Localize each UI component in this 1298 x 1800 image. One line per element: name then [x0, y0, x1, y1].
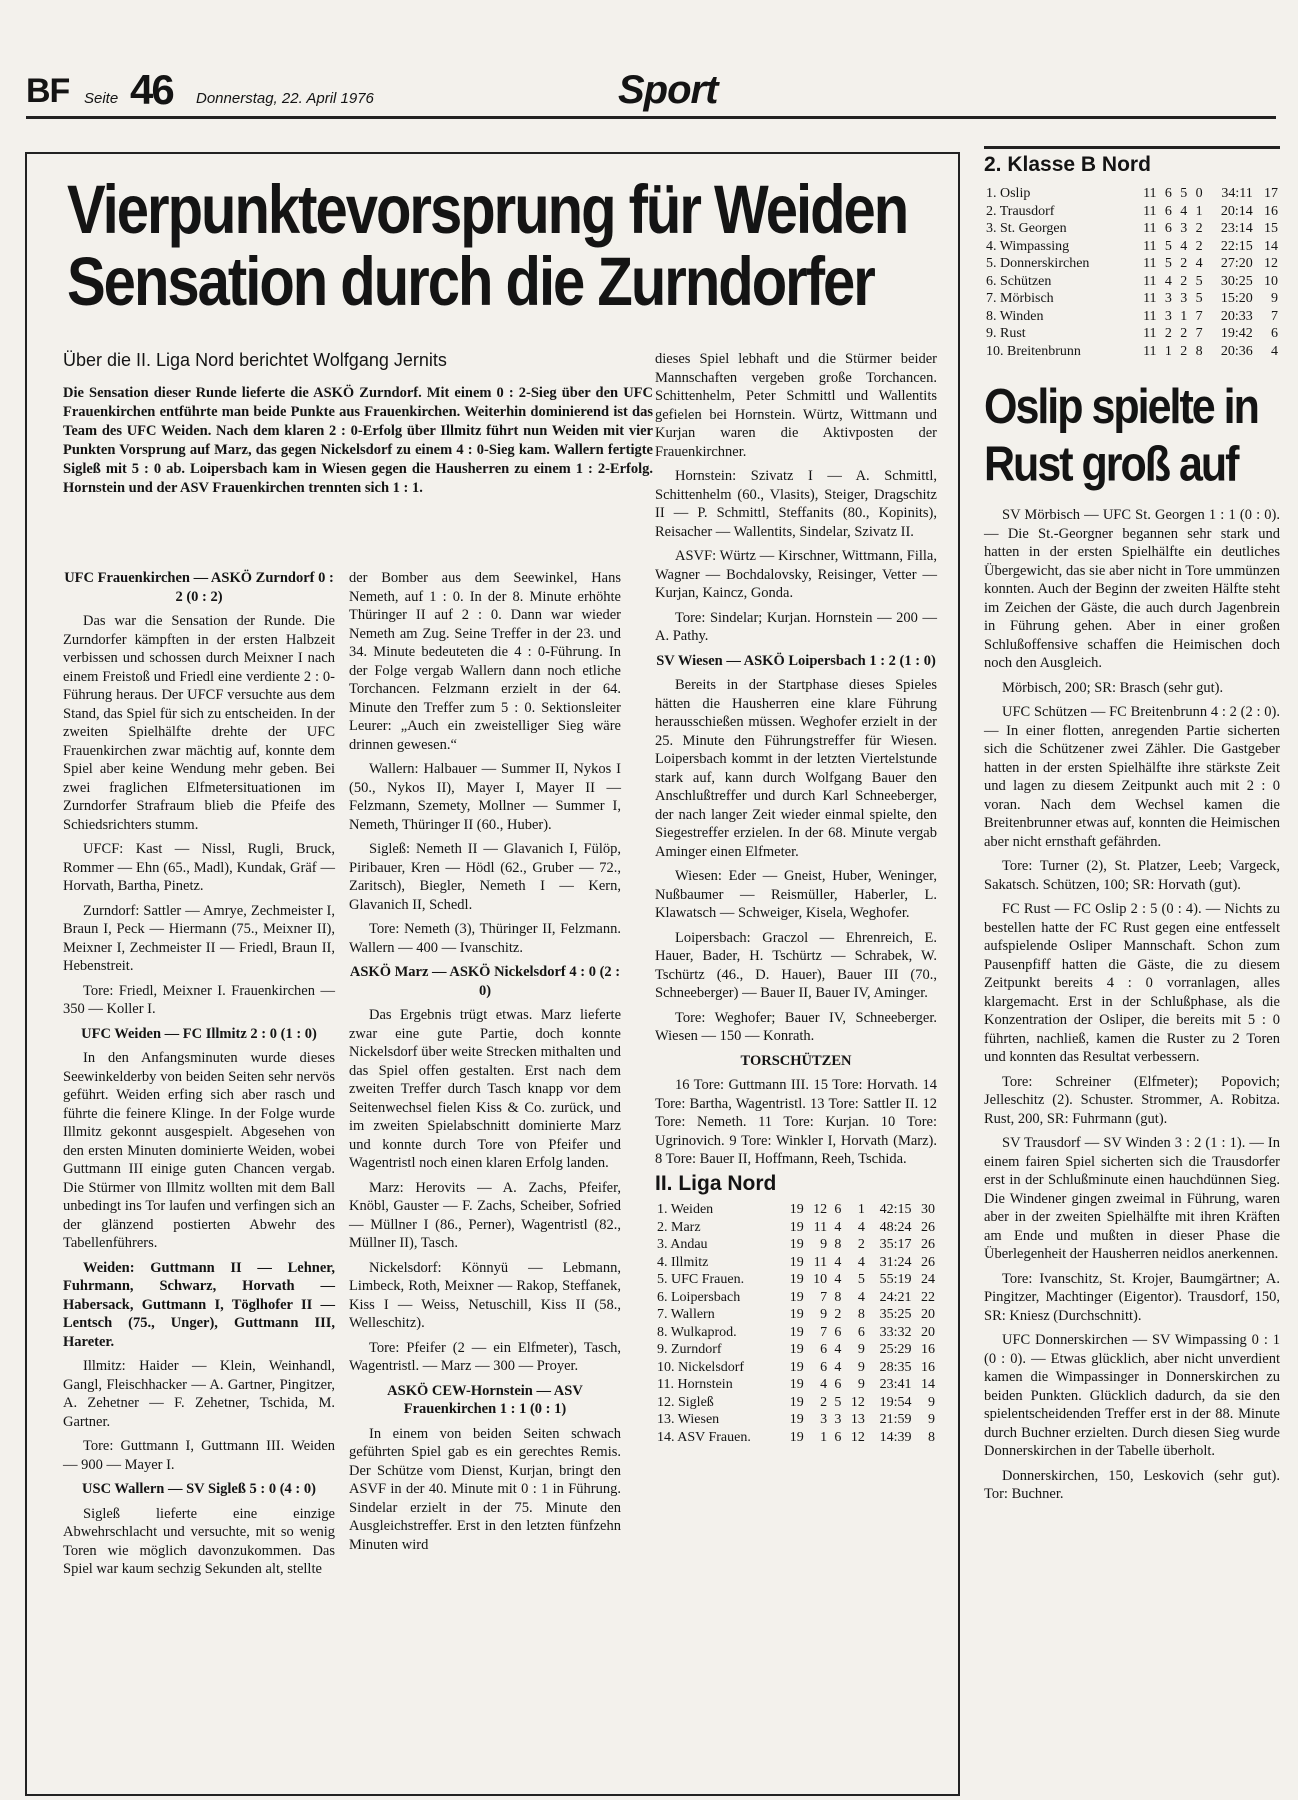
stat-cell: 22:15	[1220, 238, 1253, 254]
match-report: In einem von beiden Seiten schwach geführten Spiel gab es ein gerechtes Remis. Der Schütze vom Dienst, Kurjan, bringt den ASVF in der 40. Minute mit 0 : 1 in Führung. Sindelar erzielt in der 75. Minute den Ausgleichstreffer. Erst in den letzten fünfzehn Minuten wird	[349, 1425, 621, 1553]
team-cell: 10. Breitenbrunn	[986, 343, 1081, 359]
goals-line: Tore: Turner (2), St. Platzer, Leeb; Vargeck, Sakatsch. Schützen, 100; SR: Horvath (gut).	[984, 858, 1280, 893]
table-row	[984, 255, 1280, 273]
stat-cell: 6	[820, 1359, 828, 1375]
stat-cell: 16	[1264, 203, 1278, 219]
team-cell: 2. Trausdorf	[986, 203, 1055, 219]
stat-cell: 5	[1195, 273, 1203, 289]
match-heading: ASKÖ Marz — ASKÖ Nickelsdorf 4 : 0 (2 : 0)	[349, 964, 621, 999]
stat-cell: 8	[928, 1429, 935, 1445]
stat-cell: 3	[1164, 291, 1172, 306]
stat-cell: 19	[789, 1237, 804, 1252]
match-report: Bereits in der Startphase dieses Spieles hätten die Hausherren eine klare Führung herausschießen müssen. Weghofer erzielt in der 25. Minute den Führungstreffer für Wiesen. Loipersbach kommt in der letzten Viertelstunde stark auf, kann durch Wolfgang Bauer den Anschlußtreffer und durch Karl Schneeberger, der nach langer Zeit wieder einmal spielte, den Siegestreffer erzielen. In der 68. Minute vergab Aminger einen Elfmeter.	[655, 677, 937, 860]
lineup: Zurndorf: Sattler — Amrye, Zechmeister I, Braun I, Peck — Hiermann (75., Meixner II), Meixner I, Zechmeister II — Friedl, Braun II, Hebenstreit.	[63, 902, 335, 974]
match-report: In den Anfangsminuten wurde dieses Seewinkelderby von beiden Seiten sehr nervös geführt. Weiden erfing sich aber rasch und führte die feinere Klinge. In der Folge wurde Illmitz gekonnt ausgespielt. Abgesehen von den ersten Minuten dominierte Weiden, wobei Guttmann III einige guten Chancen vergab. Die Stürmer von Illmitz wollten mit dem Ball unbedingt ins Tor laufen und verfingen sich an der glänzend postierten Abwehr des Tabellenführers.	[63, 1050, 335, 1251]
stat-cell: 1	[857, 1202, 865, 1217]
stat-cell: 12	[850, 1394, 865, 1410]
stat-cell: 22	[921, 1289, 935, 1305]
team-cell: 5. UFC Frauen.	[657, 1272, 745, 1287]
table-row	[984, 290, 1280, 308]
stat-cell: 16	[921, 1359, 935, 1375]
team-cell: 2. Marz	[657, 1219, 701, 1235]
stat-cell: 6	[820, 1342, 828, 1357]
stat-cell: 7	[1195, 308, 1203, 324]
table-row	[984, 220, 1280, 238]
team-cell: 14. ASV Frauen.	[657, 1429, 751, 1445]
table-row	[655, 1219, 937, 1237]
stat-cell: 19	[789, 1202, 804, 1217]
team-cell: 5. Donnerskirchen	[986, 256, 1090, 271]
stat-cell: 4	[834, 1219, 842, 1235]
stat-cell: 35:17	[879, 1237, 912, 1252]
goals-line: Tore: Nemeth (3), Thüringer II, Felzmann. Wallern — 400 — Ivanschitz.	[349, 921, 621, 956]
stat-cell: 0	[1195, 186, 1203, 201]
lineup: Wiesen: Eder — Gneist, Huber, Weninger, Nußbaumer — Reismüller, Haberler, L. Klawatsch — Schweiger, Kisela, Weghofer.	[655, 868, 937, 921]
goals-line: Tore: Schreiner (Elfmeter); Popovich; Jelleschitz (2). Schuster. Strommer, A. Robitza. Rust, 200, SR: Fuhrmann (gut).	[984, 1073, 1280, 1127]
match-report: SV Trausdorf — SV Winden 3 : 2 (1 : 1). — In einem fairen Spiel sicherten sich die Trausdorfer erst in der Schlußminute einen hauchdünnen Sieg. Die Windener gingen zweimal in Führung, waren aber in der zweiten Spielhälfte mit ihren Kräften am Ende und mußten in dieser Phase die Überlegenheit der Hausherren neidlos anerkennen.	[984, 1135, 1280, 1262]
lineup: Wallern: Halbauer — Summer II, Nykos I (50., Nykos II), Mayer I, Mayer II — Felzmann, Szemety, Mollner — Summer I, Nemeth, Thüringer II (60., Huber).	[349, 761, 621, 833]
team-cell: 4. Illmitz	[657, 1254, 709, 1270]
match-report: UFC Schützen — FC Breitenbrunn 4 : 2 (2 : 0). — In einer flotten, anregenden Partie sicherten sich die Schützener zwei Zähler. Die Gastgeber hatten in der ersten Spielhälfte ihre stärkste Zeit und lagen zu diesem Zeitpunkt auch mit 2 : 0 voran. Nach dem Wechsel kamen die Breitenbrunner etwas auf, konnten die Heimischen aber nicht ernsthaft gefährden.	[984, 704, 1280, 850]
stat-cell: 19	[789, 1377, 804, 1392]
match-heading: SV Wiesen — ASKÖ Loipersbach 1 : 2 (1 : 0)	[656, 652, 936, 669]
stat-cell: 24	[921, 1272, 935, 1287]
table-row	[655, 1306, 937, 1324]
stat-cell: 4	[1271, 343, 1278, 359]
sidebar-title: 2. Klasse B Nord	[984, 146, 1280, 177]
stat-cell: 10	[1264, 273, 1278, 289]
stat-cell: 6	[834, 1202, 842, 1217]
stat-cell: 19	[789, 1272, 804, 1287]
headline-line-1: Vierpunktevorsprung für Weiden	[67, 171, 908, 249]
stat-cell: 3	[1180, 291, 1188, 306]
stat-cell: 9	[1271, 291, 1278, 306]
stat-cell: 6	[834, 1429, 842, 1445]
team-cell: 8. Wulkaprod.	[657, 1324, 737, 1340]
stat-cell: 6	[1164, 203, 1172, 219]
stat-cell: 35:25	[879, 1307, 912, 1322]
team-cell: 12. Sigleß	[657, 1394, 714, 1410]
column-1	[63, 569, 335, 1585]
stat-cell: 5	[1195, 291, 1203, 306]
stat-cell: 12	[850, 1429, 865, 1445]
match-report: dieses Spiel lebhaft und die Stürmer beider Mannschaften vergeben große Torchancen. Schittenhelm, Peter Schmittl und Wallentits gefielen bei Hornstein. Würtz, Wittmann und Kurjan waren die Aktivposten der Frauenkirchner.	[655, 351, 937, 460]
stat-cell: 30	[921, 1202, 935, 1217]
table-row	[655, 1271, 937, 1289]
stat-cell: 15:20	[1220, 291, 1253, 306]
table-row	[655, 1359, 937, 1377]
stat-cell: 13	[850, 1412, 865, 1427]
match-report: FC Rust — FC Oslip 2 : 5 (0 : 4). — Nichts zu bestellen hatte der FC Rust gegen eine entfesselt aufspielende Osliper Mannschaft. Schon zum Pausenpfiff hatten die Gäste, die zu diesem Zeitpunkt bereits 4 : 0 vorranlagen, alles klargemacht. Erst in der Schlußphase, als die Konzentration der Osliper, die bereits mit 5 : 0 führten, nachließ, kamen die Ruster zu 2 Toren und konnten das Resultat verbessern.	[984, 901, 1280, 1065]
stat-cell: 17	[1264, 186, 1278, 201]
stat-cell: 19	[789, 1359, 804, 1375]
stat-cell: 9	[820, 1307, 828, 1322]
stat-cell: 8	[1195, 343, 1203, 359]
stat-cell: 9	[857, 1342, 865, 1357]
stat-cell: 11	[1143, 273, 1157, 289]
stat-cell: 8	[834, 1289, 842, 1305]
lineup: ASVF: Würtz — Kirschner, Wittmann, Filla, Wagner — Bochdalovsky, Reisinger, Vetter — Kurjan, Kaincz, Gonda.	[655, 548, 937, 601]
team-cell: 3. Andau	[657, 1237, 708, 1252]
stat-cell: 11	[1143, 186, 1157, 201]
stat-cell: 3	[834, 1412, 842, 1427]
table-row	[984, 343, 1280, 361]
stat-cell: 2	[1180, 256, 1188, 271]
team-cell: 1. Weiden	[657, 1202, 714, 1217]
stat-cell: 4	[834, 1359, 842, 1375]
stat-cell: 1	[1195, 203, 1203, 219]
lead-paragraph: Die Sensation dieser Runde lieferte die ASKÖ Zurndorf. Mit einem 0 : 2-Sieg über den UFC Frauenkirchen entführte man beide Punkte aus Frauenkirchen. Weiterhin dominierend ist das Team des UFC Weiden. Nach dem klaren 2 : 0-Erfolg über Illmitz führt nun Weiden mit vier Punkten Vorsprung auf Marz, das gegen Nickelsdorf zu einem 4 : 0-Sieg kam. Wallern fertigte Sigleß mit 5 : 0 ab. Loipersbach kam in Wiesen gegen die Hausherren zu einem 1 : 2-Erfolg. Hornstein und der ASV Frauenkirchen trennten sich 1 : 1.	[63, 385, 653, 496]
team-cell: 7. Wallern	[657, 1307, 715, 1322]
table-row	[984, 308, 1280, 326]
stat-cell: 4	[857, 1289, 865, 1305]
lineup: Sigleß: Nemeth II — Glavanich I, Fülöp, Piribauer, Kren — Hödl (62., Gruber — 72., Zaritsch), Biegler, Nemeth I — Kern, Glavanich II, Schedl.	[349, 841, 621, 913]
headline-line-2: Sensation durch die Zurndorfer	[67, 243, 874, 321]
sidebar-table	[984, 185, 1280, 360]
lineup: Illmitz: Haider — Klein, Weinhandl, Gangl, Fleischhacker — A. Gartner, Pingitzer, A. Zehetner — F. Zehetner, Tschida, M. Gartner.	[63, 1358, 335, 1430]
team-cell: 9. Rust	[986, 326, 1026, 341]
sidebar	[984, 146, 1280, 1510]
stat-cell: 1	[1164, 343, 1172, 359]
stat-cell: 3	[1180, 221, 1188, 236]
stat-cell: 1	[820, 1429, 828, 1445]
stat-cell: 55:19	[879, 1272, 912, 1287]
stat-cell: 4	[857, 1219, 865, 1235]
stat-cell: 11	[1143, 326, 1157, 341]
sidebar-headline-line-2: Rust groß auf	[984, 436, 1238, 492]
stat-cell: 19	[789, 1324, 804, 1340]
stat-cell: 23:14	[1220, 221, 1253, 236]
table-row	[655, 1429, 937, 1447]
league-table-title: II. Liga Nord	[655, 1171, 777, 1195]
main-article-box	[25, 152, 960, 1796]
lineup: Weiden: Guttmann II — Lehner, Fuhrmann, Schwarz, Horvath — Habersack, Guttmann I, Töglhofer II — Lentsch (75., Unger), Guttmann III, Hareter.	[63, 1259, 335, 1350]
stat-cell: 3	[1164, 308, 1172, 324]
stat-cell: 33:32	[879, 1324, 912, 1340]
stat-cell: 19	[789, 1342, 804, 1357]
team-cell: 7. Mörbisch	[986, 291, 1054, 306]
stat-cell: 34:11	[1221, 186, 1253, 201]
stat-cell: 11	[1143, 203, 1157, 219]
goals-line: Tore: Pfeifer (2 — ein Elfmeter), Tasch, Wagentristl. — Marz — 300 — Proyer.	[349, 1339, 621, 1374]
goals-line: Tore: Friedl, Meixner I. Frauenkirchen — 350 — Koller I.	[63, 982, 335, 1017]
stat-cell: 28:35	[879, 1359, 912, 1375]
stat-cell: 11	[1143, 343, 1157, 359]
table-row	[984, 325, 1280, 343]
table-row	[984, 185, 1280, 203]
stat-cell: 23:41	[879, 1377, 912, 1392]
table-row	[655, 1201, 937, 1219]
stat-cell: 2	[1180, 273, 1188, 289]
team-cell: 11. Hornstein	[657, 1377, 733, 1392]
stat-cell: 8	[857, 1307, 865, 1322]
lineup: Nickelsdorf: Könnyü — Lebmann, Limbeck, Roth, Meixner — Rakop, Steffanek, Kiss I — Weiss, Netuschill, Kiss II (58., Welleschitz).	[349, 1259, 621, 1331]
stat-cell: 2	[1195, 221, 1203, 236]
lineup: Marz: Herovits — A. Zachs, Pfeifer, Knöbl, Gauster — F. Zachs, Scheiber, Sofried — Müllner I (86., Perner), Wagentristl (82., Müllner II), Tasch.	[349, 1179, 621, 1251]
scorers-heading: TORSCHÜTZEN	[740, 1052, 852, 1069]
stat-cell: 7	[820, 1289, 828, 1305]
table-row	[655, 1324, 937, 1342]
match-report: Das war die Sensation der Runde. Die Zurndorfer kämpften in der ersten Halbzeit verbissen und schossen durch Meixner I nach einem Freistoß und Friedl eine verdiente 2 : 0-Führung heraus. Der UFCF versuchte aus dem Stand, das Spiel für sich zu entscheiden. In der zweiten Spielhälfte drehte der UFC Frauenkirchen zwar mächtig auf, konnte dem Spiel aber keine Wendung mehr geben. Bei zwei fraglichen Elfmetersituationen im Zurndorfer Strafraum blieb die Pfeife des Schiedsrichters stumm.	[63, 613, 335, 833]
stat-cell: 9	[928, 1394, 935, 1410]
stat-cell: 6	[834, 1324, 842, 1340]
stat-cell: 2	[1180, 343, 1188, 359]
stat-cell: 10	[813, 1272, 828, 1287]
stat-cell: 11	[1143, 238, 1157, 254]
stat-cell: 20:33	[1220, 308, 1253, 324]
stat-cell: 26	[921, 1219, 935, 1235]
stat-cell: 19	[789, 1429, 804, 1445]
stat-cell: 27:20	[1220, 256, 1253, 271]
table-row	[655, 1236, 937, 1254]
stat-cell: 21:59	[879, 1412, 912, 1427]
stat-cell: 12	[1264, 256, 1278, 271]
match-info: Mörbisch, 200; SR: Brasch (sehr gut).	[1002, 679, 1224, 696]
stat-cell: 7	[820, 1324, 828, 1340]
match-report: UFC Donnerskirchen — SV Wimpassing 0 : 1 (0 : 0). — Etwas glücklich, aber nicht unverdient kamen die Wimpassinger in Donnerskirchen zu beiden Punkten. Glücklich dadurch, da sie den spielentscheidenden Treffer erst in der 88. Minute durch Buchner erzielten. Durch diesen Sieg wurde Donnerskirchen in der Tabelle überholt.	[984, 1332, 1280, 1459]
table-row	[655, 1254, 937, 1272]
stat-cell: 9	[820, 1237, 828, 1252]
stat-cell: 19	[789, 1394, 804, 1410]
stat-cell: 11	[813, 1219, 828, 1235]
stat-cell: 7	[1271, 308, 1278, 324]
team-cell: 3. St. Georgen	[986, 221, 1067, 236]
match-report: Das Ergebnis trügt etwas. Marz lieferte zwar eine gute Partie, doch konnte Nickelsdorf über weite Strecken mithalten und das Spiel offen gestalten. Erst nach dem zweiten Treffer durch Tasch knapp vor dem Seitenwechsel fielen Kiss & Co. zurück, und im zweiten Spielabschnitt dominierte Marz und konnte durch Tore von Pfeifer und Wagentristl noch einen klaren Erfolg landen.	[349, 1007, 621, 1171]
stat-cell: 5	[834, 1394, 842, 1410]
match-info: Donnerskirchen, 150, Leskovich (sehr gut). Tor: Buchner.	[984, 1467, 1280, 1502]
team-cell: 6. Schützen	[986, 273, 1052, 289]
stat-cell: 5	[1164, 238, 1172, 254]
stat-cell: 4	[820, 1377, 828, 1392]
table-row	[984, 238, 1280, 256]
goals-line: Tore: Weghofer; Bauer IV, Schneeberger. Wiesen — 150 — Konrath.	[655, 1009, 937, 1044]
lineup: UFCF: Kast — Nissl, Rugli, Bruck, Rommer — Ehn (65., Madl), Kundak, Gräf — Horvath, Bartha, Pinetz.	[63, 841, 335, 894]
stat-cell: 6	[857, 1324, 865, 1340]
stat-cell: 11	[1143, 221, 1157, 236]
goals-line: Tore: Ivanschitz, St. Krojer, Baumgärtner; A. Pingitzer, Machtinger (Eigentor). Trausdorf, 150, SR: Kniesz (Durchschnitt).	[984, 1270, 1280, 1324]
stat-cell: 14:39	[879, 1429, 912, 1445]
stat-cell: 4	[1180, 203, 1188, 219]
lineup: Hornstein: Szivatz I — A. Schmittl, Schittenhelm (60., Vlasits), Steiger, Dragschitz II — P. Schmittl, Steffanits (80., Kopinits), Reisacher — Wallentits, Sindelar, Szivatz II.	[655, 468, 937, 540]
stat-cell: 1	[1180, 308, 1188, 324]
stat-cell: 19:42	[1220, 326, 1253, 341]
stat-cell: 15	[1264, 221, 1278, 236]
stat-cell: 2	[1180, 326, 1188, 341]
paper-logo: BF	[26, 72, 70, 110]
stat-cell: 4	[857, 1254, 865, 1270]
stat-cell: 19:54	[879, 1394, 912, 1410]
stat-cell: 14	[921, 1377, 935, 1392]
match-report: SV Mörbisch — UFC St. Georgen 1 : 1 (0 : 0). — Die St.-Georgner begannen sehr stark und hatten in der ersten Spielhälfte ein deutliches Übergewicht, das sie aber nicht in Tore ummünzen konnten. Auch der Beginn der zweiten Hälfte steht im Zeichen der Gäste, die auch durch Jagenbrein in Führung gehen. Aber in einer großen Schlußoffensive schaffen die Heimischen doch noch den Ausgleich.	[984, 507, 1280, 671]
stat-cell: 4	[1164, 273, 1172, 289]
stat-cell: 6	[1164, 186, 1172, 201]
stat-cell: 42:15	[879, 1202, 912, 1217]
sidebar-headline-line-1: Oslip spielte in	[984, 379, 1258, 435]
page-label: Seite	[84, 90, 119, 107]
stat-cell: 4	[834, 1254, 842, 1270]
table-row	[984, 203, 1280, 221]
scorers-list: 16 Tore: Guttmann III. 15 Tore: Horvath. 14 Tore: Bartha, Wagentristl. 13 Tore: Sattler II. 12 Tore: Nemeth. 11 Tore: Kurjan. 10 Tore: Ugrinovich. 9 Tore: Winkler I, Horvath (Marz). 8 Tore: Bauer II, Hoffmann, Reeh, Tschida.	[655, 1077, 937, 1167]
section-title: Sport	[618, 68, 718, 112]
stat-cell: 48:24	[879, 1219, 912, 1235]
match-report: Sigleß lieferte eine einzige Abwehrschlacht und versuchte, mit so wenig Toren wie möglich davonzukommen. Das Spiel war kaum sechzig Sekunden alt, stellte	[63, 1505, 335, 1577]
stat-cell: 19	[789, 1289, 804, 1305]
column-3	[655, 350, 937, 1446]
stat-cell: 6	[1271, 326, 1278, 341]
table-row	[655, 1394, 937, 1412]
stat-cell: 14	[1264, 238, 1278, 254]
team-cell: 8. Winden	[986, 308, 1044, 324]
stat-cell: 11	[1143, 256, 1157, 271]
stat-cell: 7	[1195, 326, 1203, 341]
table-row	[655, 1411, 937, 1429]
stat-cell: 2	[1195, 238, 1203, 254]
stat-cell: 8	[834, 1237, 842, 1252]
team-cell: 10. Nickelsdorf	[657, 1359, 745, 1375]
stat-cell: 9	[857, 1359, 865, 1375]
stat-cell: 20	[921, 1307, 935, 1322]
table-row	[655, 1289, 937, 1307]
goals-line: Tore: Guttmann I, Guttmann III. Weiden — 900 — Mayer I.	[63, 1438, 335, 1473]
stat-cell: 19	[789, 1412, 804, 1427]
stat-cell: 19	[789, 1307, 804, 1322]
match-heading: UFC Weiden — FC Illmitz 2 : 0 (1 : 0)	[81, 1025, 317, 1042]
stat-cell: 2	[857, 1237, 865, 1252]
team-cell: 13. Wiesen	[657, 1412, 720, 1427]
stat-cell: 31:24	[879, 1254, 912, 1270]
match-heading: USC Wallern — SV Sigleß 5 : 0 (4 : 0)	[82, 1481, 316, 1497]
stat-cell: 20:14	[1220, 203, 1253, 219]
team-cell: 9. Zurndorf	[657, 1342, 722, 1357]
stat-cell: 4	[834, 1342, 842, 1357]
stat-cell: 20	[921, 1324, 935, 1340]
stat-cell: 4	[834, 1272, 842, 1287]
issue-date: Donnerstag, 22. April 1976	[196, 90, 374, 107]
match-heading: ASKÖ CEW-Hornstein — ASV Frauenkirchen 1 : 1 (0 : 1)	[387, 1382, 583, 1417]
stat-cell: 16	[921, 1342, 935, 1357]
stat-cell: 5	[1164, 256, 1172, 271]
stat-cell: 12	[813, 1202, 828, 1217]
stat-cell: 26	[921, 1237, 935, 1252]
match-heading: UFC Frauenkirchen — ASKÖ Zurndorf 0 : 2 (0 : 2)	[64, 570, 334, 605]
stat-cell: 4	[1180, 238, 1188, 254]
stat-cell: 19	[789, 1219, 804, 1235]
masthead-rule	[26, 116, 1276, 119]
goals-line: Tore: Sindelar; Kurjan. Hornstein — 200 — A. Pathy.	[655, 609, 937, 644]
byline: Über die II. Liga Nord berichtet Wolfgang Jernits	[63, 350, 447, 370]
table-row	[984, 273, 1280, 291]
stat-cell: 20:36	[1220, 343, 1253, 359]
team-cell: 4. Wimpassing	[986, 238, 1070, 254]
stat-cell: 2	[834, 1307, 842, 1322]
stat-cell: 9	[928, 1412, 935, 1427]
league-table	[655, 1201, 937, 1446]
stat-cell: 9	[857, 1377, 865, 1392]
column-2	[349, 569, 621, 1560]
stat-cell: 26	[921, 1254, 935, 1270]
team-cell: 6. Loipersbach	[657, 1289, 741, 1305]
table-row	[655, 1341, 937, 1359]
stat-cell: 30:25	[1220, 273, 1253, 289]
match-report: der Bomber aus dem Seewinkel, Hans Nemeth, auf 1 : 0. In der 8. Minute erhöhte Thüringer II auf 2 : 0. Dann war wieder Nemeth am Zug. Seine Treffer in der 23. und 34. Minute bedeuteten die 4 : 0-Führung. In der Folge vergab Wallern dann noch etliche Torchancen. Felzmann erzielt in der 64. Minute den Treffer zum 5 : 0. Sektionsleiter Leurer: „Auch ein zweistelliger Sieg wäre drinnen gewesen.“	[349, 570, 621, 753]
stat-cell: 11	[1143, 291, 1157, 306]
stat-cell: 6	[834, 1377, 842, 1392]
stat-cell: 5	[1180, 186, 1188, 201]
team-cell: 1. Oslip	[986, 186, 1031, 201]
stat-cell: 4	[1195, 256, 1203, 271]
page-number: 46	[130, 66, 173, 113]
stat-cell: 19	[789, 1254, 804, 1270]
stat-cell: 2	[1164, 326, 1172, 341]
stat-cell: 11	[1143, 308, 1157, 324]
stat-cell: 2	[820, 1394, 828, 1410]
stat-cell: 24:21	[879, 1289, 912, 1305]
masthead	[26, 66, 1276, 118]
stat-cell: 3	[820, 1412, 828, 1427]
stat-cell: 11	[813, 1254, 828, 1270]
table-row	[655, 1376, 937, 1394]
stat-cell: 25:29	[879, 1342, 912, 1357]
stat-cell: 5	[857, 1272, 865, 1287]
sidebar-headline	[984, 378, 1280, 493]
stat-cell: 6	[1164, 221, 1172, 236]
lineup: Loipersbach: Graczol — Ehrenreich, E. Hauer, Bader, H. Tschürtz — Schrabek, W. Tschürtz (46., D. Hauer), Bauer III (70., Schneeberger) — Bauer II, Bauer IV, Aminger.	[655, 929, 937, 1001]
